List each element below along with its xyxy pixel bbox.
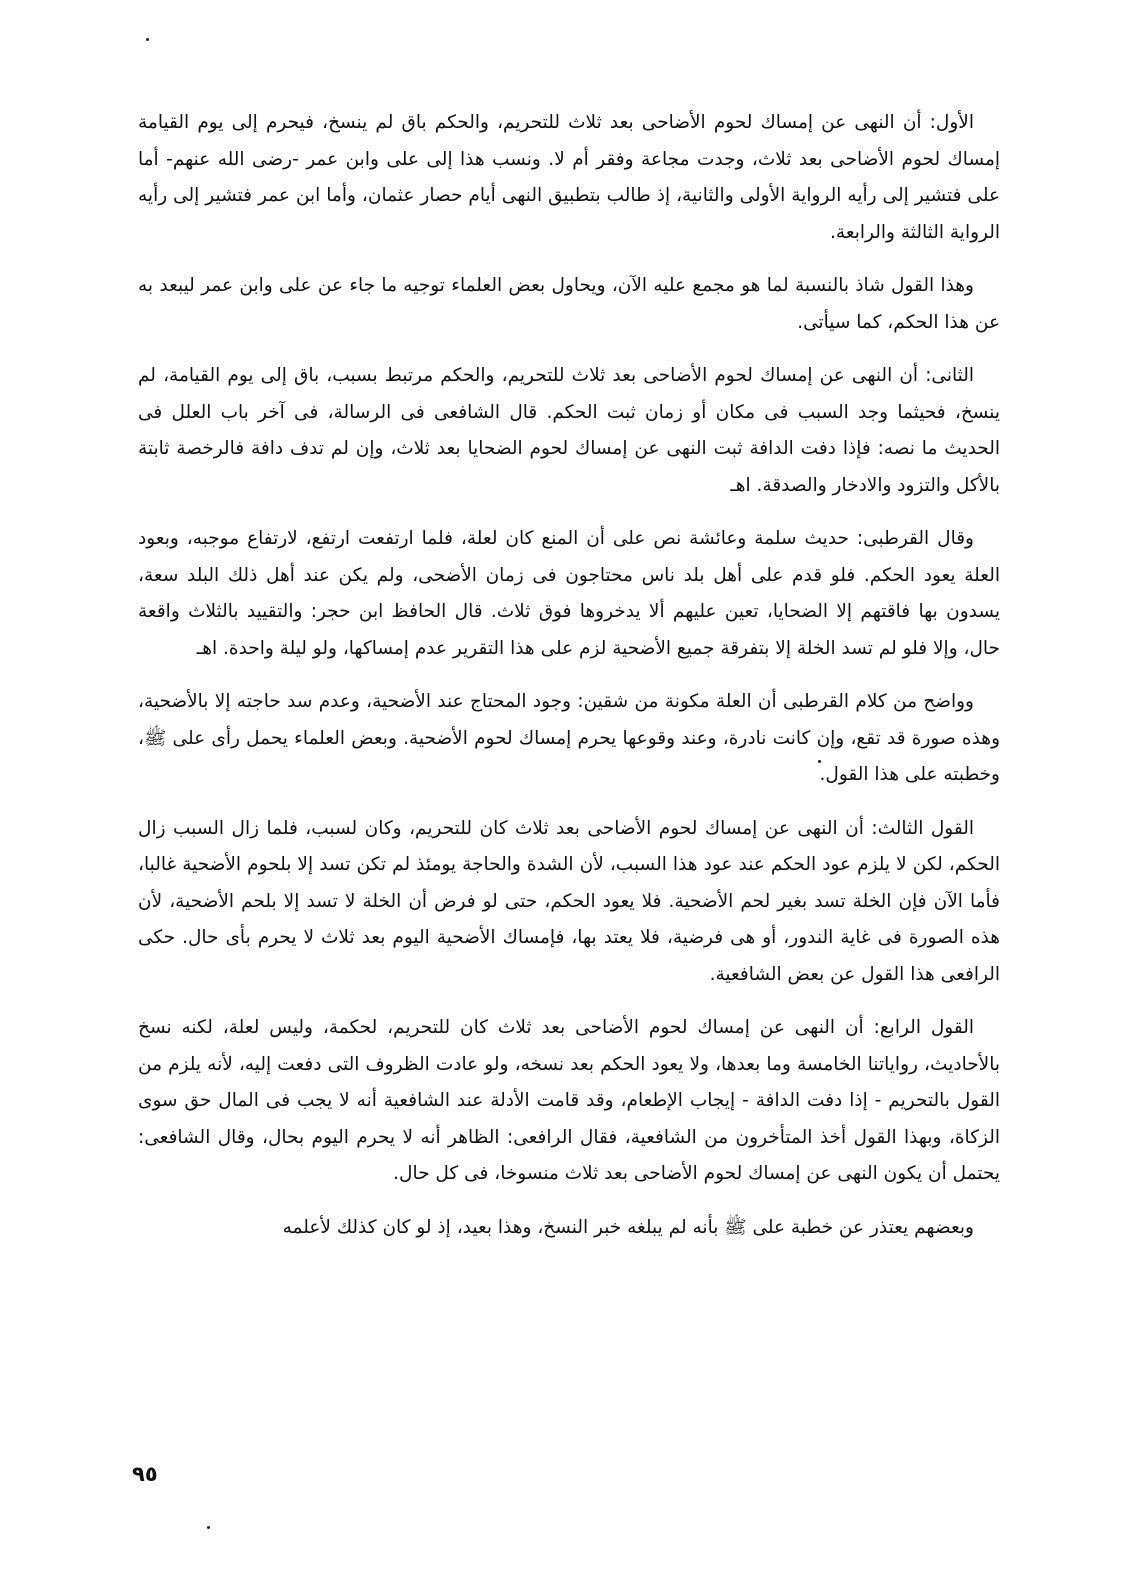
paragraph-fourth-opinion: القول الرابع: أن النهى عن إمساك لحوم الأضاحى بعد ثلاث كان للتحريم، لحكمة، وليس لعلة، لكنه نسخ بالأحاديث، رواياتنا الخامسة وما بعدها، ولا يعود الحكم بعد نسخه، ولو عادت الظروف التى دفعت إليه، لأنه يلزم من القول بالتحريم - إذا دفت الدافة - إيجاب الإطعام، وقد قامت الأدلة عند الشافعية أنه لا يجب فى المال حق سوى الزكاة، وبهذا القول أخذ المتأخرون من الشافعية، فقال الرافعى: الظاهر أنه لا يحرم اليوم بحال، وقال الشافعى: يحتمل أن يكون النهى عن إمساك لحوم الأضاحى بعد ثلاث منسوخا، فى كل حال. [138,1017,1000,1184]
paragraph-first-opinion: الأول: أن النهى عن إمساك لحوم الأضاحى بعد ثلاث للتحريم، والحكم باق لم ينسخ، فيحرم إلى يوم القيامة إمساك لحوم الأضاحى بعد ثلاث، وجدت مجاعة وفقر أم لا. ونسب هذا إلى على وابن عمر -رضى الله عنهم- أما على فتشير إلى رأيه الرواية الأولى والثانية، إذ طالب بتطبيق النهى أيام حصار عثمان، وأما ابن عمر فتشير إلى رأيه الرواية الثالثة والرابعة. [138,112,1000,243]
paragraph-shadh-opinion: وهذا القول شاذ بالنسبة لما هو مجمع عليه الآن، ويحاول بعض العلماء توجيه ما جاء عن على وابن عمر ليبعد به عن هذا الحكم، كما سيأتى. [138,275,1000,333]
body-text [138,105,1000,1263]
paragraph-qurtubi: وقال القرطبى: حديث سلمة وعائشة نص على أن المنع كان لعلة، فلما ارتفعت ارتفع، لارتفاع موجبه، وبعود العلة يعود الحكم. فلو قدم على أهل بلد ناس محتاجون فى زمان الأضحى، ولم يكن عند أهل ذلك البلد سعة، يسدون بها فاقتهم إلا الضحايا، تعين عليهم ألا يدخروها فوق ثلاث. قال الحافظ ابن حجر: والتقييد بالثلاث واقعة حال، وإلا فلو لم تسد الخلة إلا بتفرقة جميع الأضحية لزم على هذا التقرير عدم إمساكها، ولو ليلة واحدة. اهـ [138,528,1000,659]
scan-speck [207,1526,210,1529]
paragraph-closing: وبعضهم يعتذر عن خطبة على ﷺ بأنه لم يبلغه خبر النسخ، وهذا بعيد، إذ لو كان كذلك لأعلمه [282,1216,974,1238]
page-number: ٩٥ [132,1462,158,1486]
paragraph-third-opinion: القول الثالث: أن النهى عن إمساك لحوم الأضاحى بعد ثلاث كان للتحريم، وكان لسبب، فلما زال السبب زال الحكم، لكن لا يلزم عود الحكم عند عود هذا السبب، لأن الشدة والحاجة يومئذ لم تكن تسد إلا بلحوم الأضحية غالبا، فأما الآن فإن الخلة تسد بغير لحم الأضحية. فلا يعود الحكم، حتى لو فرض أن الخلة لا تسد إلا بلحم الأضحية، لأن هذه الصورة فى غاية الندور، أو هى فرضية، فلا يعتد بها، فإمساك الأضحية اليوم بعد ثلاث لا يحرم بأى حال. حكى الرافعى هذا القول عن بعض الشافعية. [138,817,1000,985]
scan-speck [146,38,149,41]
paragraph-second-opinion: الثانى: أن النهى عن إمساك لحوم الأضاحى بعد ثلاث للتحريم، والحكم مرتبط بسبب، باق إلى يوم القيامة، لم ينسخ، فحيثما وجد السبب فى مكان أو زمان ثبت الحكم. قال الشافعى فى الرسالة، فى آخر باب العلل فى الحديث ما نصه: فإذا دفت الدافة ثبت النهى عن إمساك لحوم الضحايا بعد ثلاث، وإن لم تدف دافة فالرخصة ثابتة بالأكل والتزود والادخار والصدقة. اهـ [138,365,1000,496]
paragraph-qurtubi-explanation: وواضح من كلام القرطبى أن العلة مكونة من شقين: وجود المحتاج عند الأضحية، وعدم سد حاجته إلا بالأضحية، وهذه صورة قد تقع، وإن كانت نادرة، وعند وقوعها يحرم إمساك لحوم الأضحية. وبعض العلماء يحمل رأى على ﷺ، وخطبته على هذا القول. [138,691,1000,785]
